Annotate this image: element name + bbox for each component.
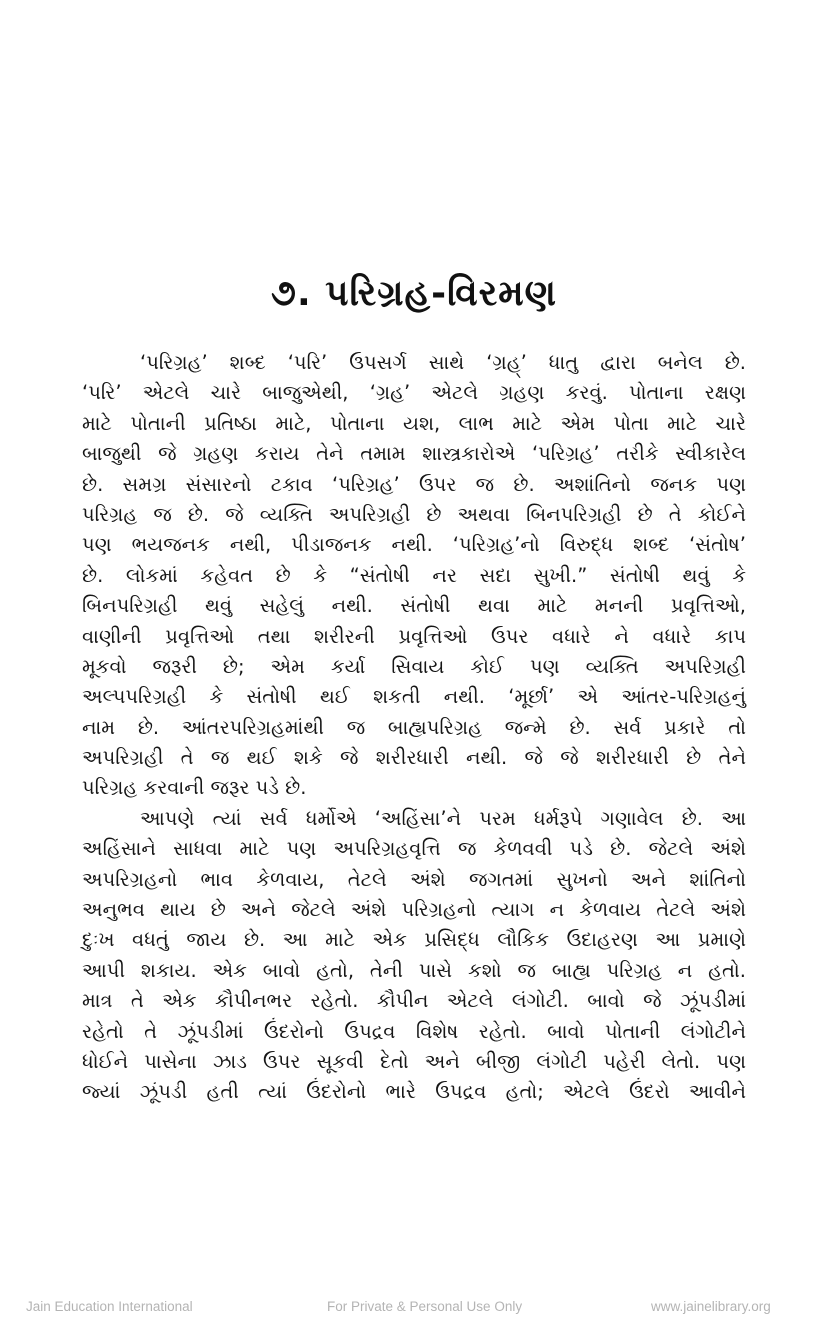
text-line: નામ છે. આંતરપરિગ્રહમાંથી જ બાહ્યપરિગ્રહ જન્મે છે. સર્વ પ્રકારે તો	[82, 715, 746, 739]
text-line: પણ ભયજનક નથી, પીડાજનક નથી. ‘પરિગ્રહ’નો વિરુદ્ધ શબ્દ ‘સંતોષ’	[82, 533, 746, 557]
text-line: બિનપરિગ્રહી થવું સહેલું નથી. સંતોષી થવા માટે મનની પ્રવૃત્તિઓ,	[82, 594, 746, 618]
text-line: અનુભવ થાય છે અને જેટલે અંશે પરિગ્રહનો ત્યાગ ન કેળવાય તેટલે અંશે	[82, 898, 746, 922]
text-line: ધોઈને પાસેના ઝાડ ઉપર સૂકવી દેતો અને બીજી લંગોટી પહેરી લેતો. પણ	[82, 1049, 746, 1073]
paragraph-1	[82, 348, 746, 804]
text-line: પરિગ્રહ જ છે. જે વ્યક્તિ અપરિગ્રહી છે અથવા બિનપરિગ્રહી છે તે કોઈને	[82, 502, 746, 526]
footer-website-link[interactable]: www.jainelibrary.org	[651, 1299, 771, 1314]
page-footer	[0, 1299, 828, 1319]
text-line: આપી શકાય. એક બાવો હતો, તેની પાસે કશો જ બાહ્ય પરિગ્રહ ન હતો.	[82, 958, 746, 982]
text-line: માત્ર તે એક કૌપીનભર રહેતો. કૌપીન એટલે લંગોટી. બાવો જે ઝૂંપડીમાં	[82, 989, 746, 1013]
text-line: વાણીની પ્રવૃત્તિઓ તથા શરીરની પ્રવૃત્તિઓ ઉપર વધારે ને વધારે કાપ	[82, 624, 746, 648]
footer-publisher: Jain Education International	[26, 1299, 193, 1314]
text-line: બાજુથી જે ગ્રહણ કરાય તેને તમામ શાસ્ત્રકારોએ ‘પરિગ્રહ’ તરીકે સ્વીકારેલ	[82, 442, 746, 466]
text-line: અલ્પપરિગ્રહી કે સંતોષી થઈ શકતી નથી. ‘મૂર્છા’ એ આંતર-પરિગ્રહનું	[82, 685, 746, 709]
text-line: માટે પોતાની પ્રતિષ્ઠા માટે, પોતાના યશ, લાભ માટે એમ પોતા માટે ચારે	[82, 411, 746, 435]
text-line: છે. લોકમાં કહેવત છે કે “સંતોષી નર સદા સુખી.” સંતોષી થવું કે	[82, 563, 746, 587]
chapter-title: ૭. પરિગ્રહ-વિરમણ	[270, 273, 558, 314]
text-line: ‘પરિગ્રહ’ શબ્દ ‘પરિ’ ઉપસર્ગ સાથે ‘ગ્રહ્’ ધાતુ દ્વારા બનેલ છે.	[140, 351, 746, 374]
text-line: અહિંસાને સાધવા માટે પણ અપરિગ્રહવૃત્તિ જ કેળવવી પડે છે. જેટલે અંશે	[82, 837, 746, 861]
text-line: રહેતો તે ઝૂંપડીમાં ઉંદરોનો ઉપદ્રવ વિશેષ રહેતો. બાવો પોતાની લંગોટીને	[82, 1019, 746, 1043]
text-line: આપણે ત્યાં સર્વ ધર્મોએ ‘અહિંસા’ને પરમ ધર્મરૂપે ગણાવેલ છે. આ	[140, 806, 746, 830]
text-line: પરિગ્રહ કરવાની જરૂર પડે છે.	[82, 776, 307, 800]
text-line: મૂકવો જરૂરી છે; એમ કર્યા સિવાય કોઈ પણ વ્યક્તિ અપરિગ્રહી	[82, 654, 746, 678]
footer-usage-notice: For Private & Personal Use Only	[327, 1299, 523, 1314]
paragraph-2	[82, 804, 746, 1108]
body-text	[82, 348, 746, 1108]
text-line: દુઃખ વધતું જાય છે. આ માટે એક પ્રસિદ્ધ લૌકિક ઉદાહરણ આ પ્રમાણે	[82, 928, 746, 952]
text-line: અપરિગ્રહી તે જ થઈ શકે જે શરીરધારી નથી. જે જે શરીરધારી છે તેને	[82, 746, 746, 770]
text-line: છે. સમગ્ર સંસારનો ટકાવ ‘પરિગ્રહ’ ઉપર જ છે. અશાંતિનો જનક પણ	[82, 472, 746, 496]
text-line: જ્યાં ઝૂંપડી હતી ત્યાં ઉંદરોનો ભારે ઉપદ્રવ હતો; એટલે ઉંદરો આવીને	[82, 1080, 746, 1104]
text-line: અપરિગ્રહનો ભાવ કેળવાય, તેટલે અંશે જગતમાં સુખનો અને શાંતિનો	[82, 867, 746, 891]
text-line: ‘પરિ’ એટલે ચારે બાજુએથી, ‘ગ્રહ’ એટલે ગ્રહણ કરવું. પોતાના રક્ષણ	[82, 381, 746, 405]
